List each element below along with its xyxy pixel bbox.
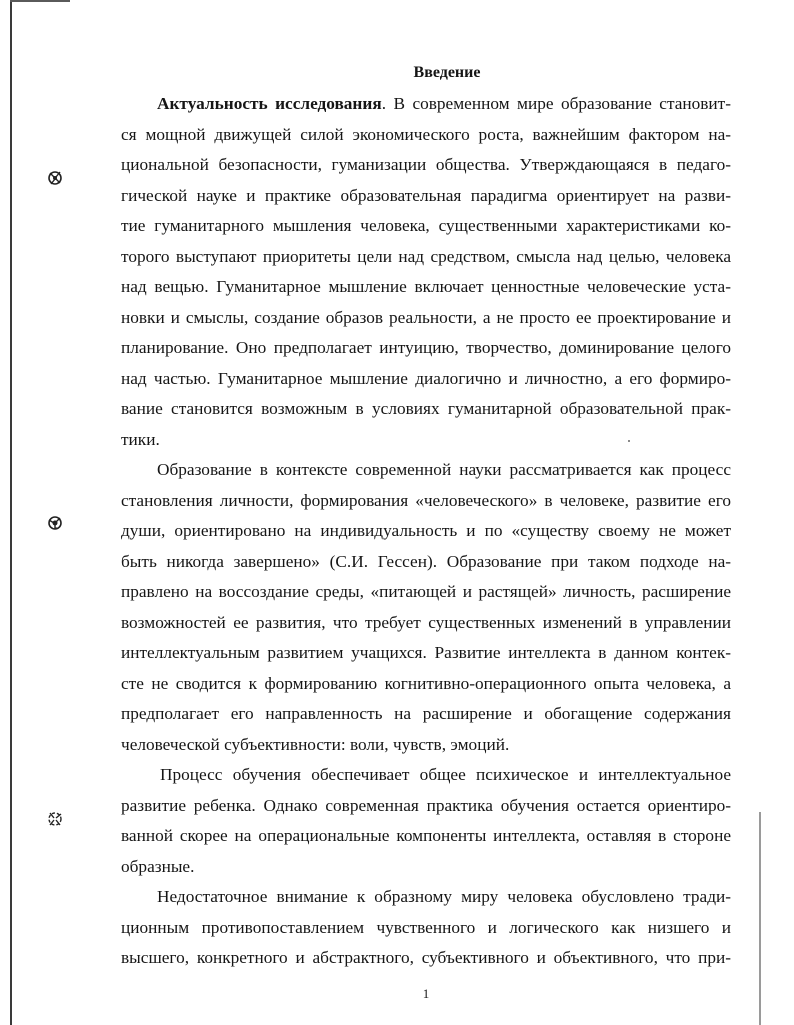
text-line: образные. <box>121 857 195 876</box>
punch-hole-mark-top <box>44 167 66 189</box>
scan-edge-top <box>10 0 70 2</box>
text-line: возможностей ее развития, что требует существенных изменений в управлении <box>121 613 731 632</box>
text-line: над частью. Гуманитарное мышление диалогично и личностно, а его формиро- <box>121 369 731 388</box>
text-line: Недостаточное внимание к образному миру человека обусловлено тради- <box>157 887 731 906</box>
paragraph-lead: Актуальность исследования <box>157 94 382 113</box>
text-line: предполагает его направленность на расширение и обогащение содержания <box>121 704 731 723</box>
text-line: над вещью. Гуманитарное мышление включает ценностные человеческие уста- <box>121 277 731 296</box>
text-line: тие гуманитарного мышления человека, существенными характеристиками ко- <box>121 216 731 235</box>
text-line: новки и смыслы, создание образов реальности, а не просто ее проектирование и <box>121 308 731 327</box>
text-line: высшего, конкретного и абстрактного, субъективного и объективного, что при- <box>121 948 731 967</box>
punch-hole-mark-bottom <box>44 808 66 830</box>
text-line: правлено на воссоздание среды, «питающей и растящей» личность, расширение <box>121 582 731 601</box>
text-line: человеческой субъективности: воли, чувств, эмоций. <box>121 735 510 754</box>
text-line: становления личности, формирования «человеческого» в человеке, развитие его <box>121 491 731 510</box>
text-line: ванной скорее на операциональные компоненты интеллекта, оставляя в стороне <box>121 826 731 845</box>
text-line: души, ориентировано на индивидуальность и по «существу своему не может <box>121 521 731 540</box>
page-title: Введение <box>413 64 481 81</box>
text-line: циональной безопасности, гуманизации общества. Утверждающаяся в педаго- <box>121 155 731 174</box>
text-line: интеллектуальным развитием учащихся. Развитие интеллекта в данном контек- <box>121 643 731 662</box>
text-line: Образование в контексте современной науки рассматривается как процесс <box>157 460 731 479</box>
text-line: торого выступают приоритеты цели над средством, смысла над целью, человека <box>121 247 731 266</box>
text-line: Процесс обучения обеспечивает общее психическое и интеллектуальное <box>160 765 731 784</box>
page-number: 1 <box>422 986 430 1001</box>
text-line: сте не сводится к формированию когнитивно-операционного опыта человека, а <box>121 674 731 693</box>
scan-edge-left <box>10 0 12 1025</box>
text-line: вание становится возможным в условиях гуманитарной образовательной прак- <box>121 399 731 418</box>
text-line: Актуальность исследования. В современном мире образование становит- <box>157 94 731 113</box>
text-line: ся мощной движущей силой экономического роста, важнейшим фактором на- <box>121 125 731 144</box>
punch-hole-mark-middle <box>44 512 66 534</box>
text-line: гической науке и практике образовательная парадигма ориентирует на разви- <box>121 186 731 205</box>
text-line: развитие ребенка. Однако современная практика обучения остается ориентиро- <box>121 796 731 815</box>
text-line: тики. <box>121 430 160 449</box>
text-line: планирование. Оно предполагает интуицию, творчество, доминирование целого <box>121 338 731 357</box>
text-line: ционным противопоставлением чувственного и логического как низшего и <box>121 918 731 937</box>
text-line: быть никогда завершено» (С.И. Гессен). Образование при таком подходе на- <box>121 552 731 571</box>
